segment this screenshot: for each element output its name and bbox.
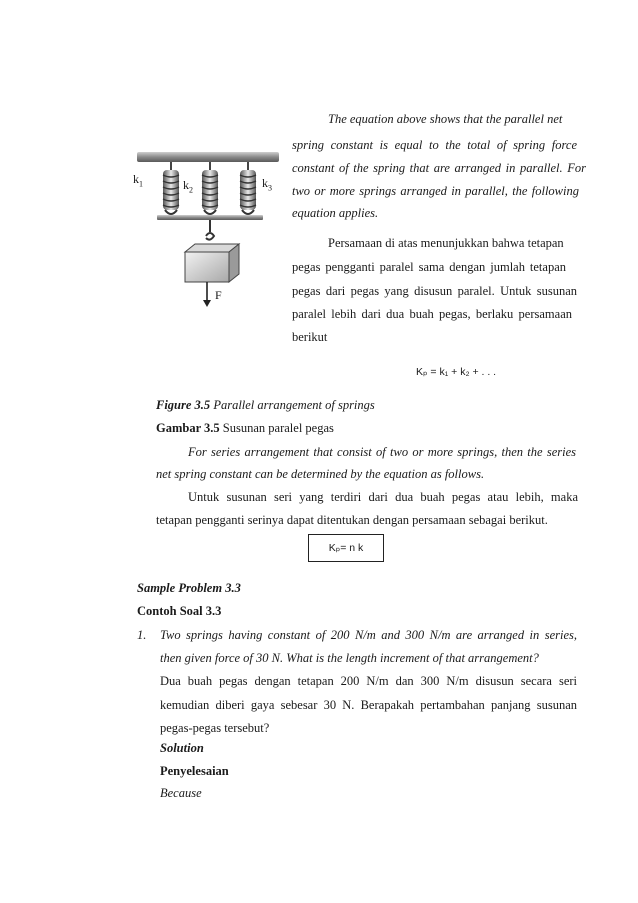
sample-title-id: Contoh Soal 3.3 bbox=[137, 604, 222, 618]
label-k1: $k_1$ bbox=[133, 172, 143, 189]
because-text: Because bbox=[160, 786, 202, 800]
solution-label-en: Solution bbox=[160, 741, 204, 755]
spring-1 bbox=[163, 162, 179, 214]
right-en-line-4: two or more springs arranged in parallel, the following bbox=[292, 184, 579, 198]
series-en-line-2: net spring constant can be determined by the equation as follows. bbox=[156, 467, 485, 481]
solution-label-id: Penyelesaian bbox=[160, 764, 229, 778]
right-en-line-3: constant of the spring that are arranged in parallel. For bbox=[292, 161, 586, 175]
right-id-line-5: berikut bbox=[292, 330, 328, 344]
parallel-springs-illustration bbox=[135, 148, 285, 308]
equation-parallel: Kₚ = k₁ + k₂ + . . . bbox=[416, 366, 497, 378]
right-en-line-5: equation applies. bbox=[292, 206, 379, 220]
figure-caption-en: Figure 3.5 Parallel arrangement of springs bbox=[156, 398, 375, 412]
support-bar bbox=[137, 152, 279, 162]
hook-icon bbox=[206, 233, 214, 240]
problem-number: 1. bbox=[137, 628, 147, 642]
right-en-line-2: spring constant is equal to the total of spring force bbox=[292, 138, 577, 152]
series-id-line-1: Untuk susunan seri yang terdiri dari dua buah pegas atau lebih, maka bbox=[188, 490, 578, 504]
question-id-line-3: pegas-pegas tersebut? bbox=[160, 721, 270, 735]
label-force: F bbox=[215, 288, 222, 302]
mass-block bbox=[185, 252, 229, 282]
equation-series-box bbox=[308, 534, 384, 562]
question-id-line-1: Dua buah pegas dengan tetapan 200 N/m dan 300 N/m disusun secara seri bbox=[160, 674, 577, 688]
label-k2: $k_2$ bbox=[183, 178, 193, 195]
sample-title-en: Sample Problem 3.3 bbox=[137, 581, 241, 595]
spring-figure bbox=[135, 148, 285, 308]
equation-series: Kₚ= n k bbox=[328, 542, 364, 554]
spring-2 bbox=[202, 162, 218, 214]
right-en-line-1: The equation above shows that the parallel net bbox=[328, 112, 563, 126]
question-id-line-2: kemudian diberi gaya sebesar 30 N. Berapakah pertambahan panjang susunan bbox=[160, 698, 577, 712]
right-id-line-1: Persamaan di atas menunjukkan bahwa tetapan bbox=[328, 236, 564, 250]
right-id-line-4: paralel lebih dari dua buah pegas, berlaku persamaan bbox=[292, 307, 572, 321]
figure-caption-id: Gambar 3.5 Susunan paralel pegas bbox=[156, 421, 334, 435]
spring-3 bbox=[240, 162, 256, 214]
lower-bar bbox=[157, 215, 263, 220]
question-en-line-1: Two springs having constant of 200 N/m and 300 N/m are arranged in series, bbox=[160, 628, 577, 642]
right-id-line-3: pegas dari pegas yang disusun paralel. Untuk susunan bbox=[292, 284, 577, 298]
series-en-line-1: For series arrangement that consist of two or more springs, then the series bbox=[188, 445, 576, 459]
series-id-line-2: tetapan pengganti serinya dapat ditentukan dengan persamaan sebagai berikut. bbox=[156, 513, 548, 527]
label-k3: $k_3$ bbox=[262, 176, 272, 193]
right-id-line-2: pegas pengganti paralel sama dengan jumlah tetapan bbox=[292, 260, 566, 274]
question-en-line-2: then given force of 30 N. What is the length increment of that arrangement? bbox=[160, 651, 539, 665]
